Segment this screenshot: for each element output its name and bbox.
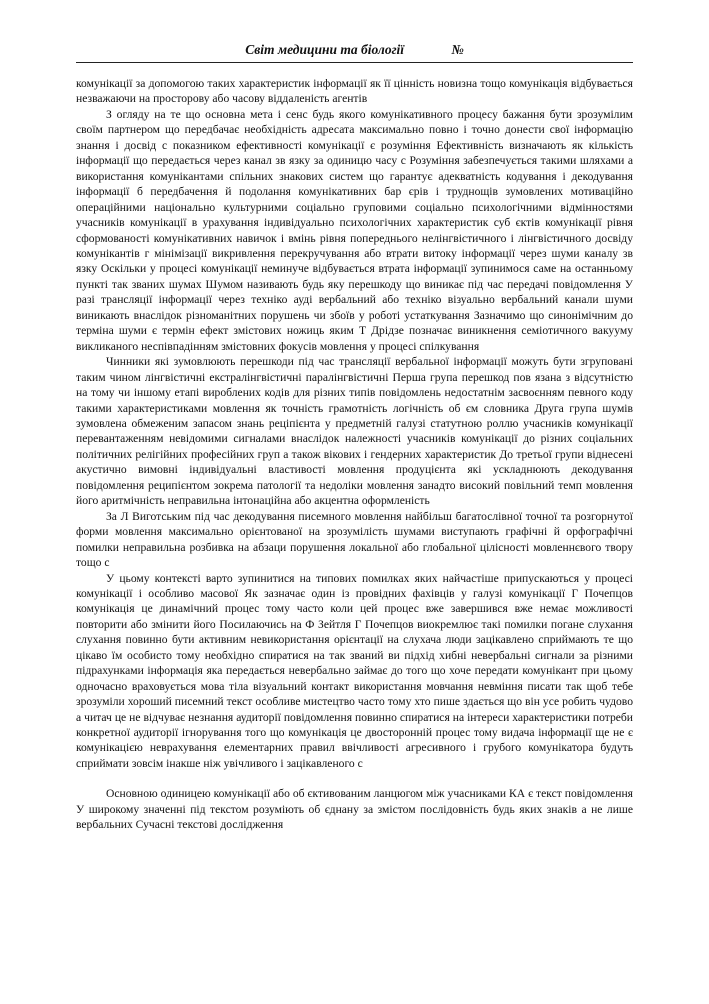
paragraph-vygotsky: За Л Виготським під час декодування писемного мовлення найбільш багатослівної точної та розгорнутої форми мовлення максимально орієнтованої на зрозумілість шумами виступають графічні й орфографічні помилки неправильна розбивка на абзаци порушення локальної або глобальної цілісності мовленнєвого твору тощо с <box>76 509 633 570</box>
paragraph-continuation: комунікації за допомогою таких характеристик інформації як її цінність новизна тощо комунікація відбувається незважаючи на просторову або часову віддаленість агентів <box>76 77 633 106</box>
paragraph-noise-factors: Чинники які зумовлюють перешкоди під час трансляції вербальної інформації можуть бути згруповані таким чином лінгвістичні екстралінгвістичні паралінгвістичні Перша група перешкод пов язана з відсутністю на тому чи іншому етапі вироблених кодів для різних типів повідомлень недостатнім засвоєнням певного коду такими характеристиками мовлення як точність грамотність логічність об єм словника Друга група шумів зумовлена обмеженим запасом знань реціпієнта у предметній галузі статутною роллю учасників комунікації перевантаженням невідомими сигналами внаслідок належності учасників комунікації до різних соціальних політичних релігійних професійних груп а також вікових і гендерних характеристик До третьої групи віднесені акустично вимовні індивідуальні властивості мовлення продуцієнта які ускладнюють декодування повідомлення реципієнтом зокрема патології та недоліки мовлення занадто високий повільний темп мовлення його аритмічність неправильна інтонаційна або акцентна оформленість <box>76 355 633 508</box>
running-header <box>76 40 633 63</box>
paragraph-text-unit: Основною одиницею комунікації або об єктивованим ланцюгом між учасниками КА є текст повідомлення У широкому значенні під текстом розуміють об єднану за змістом послідовність будь яких знаків а не лише вербальних Сучасні текстові дослідження <box>76 787 633 832</box>
article-body <box>76 76 633 833</box>
issue-number: № <box>451 42 464 57</box>
paragraph-communication-purpose: З огляду на те що основна мета і сенс будь якого комунікативного процесу бажання бути зрозумілим своїм партнером що передбачає необхідність адресата максимально повно і точно донести свої інформацію знання і досвід с показником ефективності комунікації є розуміння Ефективність визначають як кількість інформації що передається через канал зв язку за одиницю часу с Розуміння забезпечується такими шляхами а використання комунікантами спільних знакових систем що гарантує адекватність кодування і декодування інформації б передбачення й подолання комунікативних бар єрів і труднощів зумовлених мотиваційно операційними національно культурними соціально груповими соціально психологічними відмінностями учасників комунікації в урахування індивідуально психологічних характеристик суб єктів комунікації рівня сформованості комунікативних навичок і вмінь рівня попереднього нелінгвістичного і лінгвістичного досвіду комунікантів г мінімізації викривлення перекручування або втрати витоку інформації через шуми каналу зв язку Оскільки у процесі комунікації неминуче відбувається втрата інформації зупинимося саме на останньому пункті так званих шумах Шумом називають будь яку перешкоду що виникає під час передачі повідомлення У разі трансляції інформації через техніко ауді вербальний або техніко візуально вербальний канали шуми виникають внаслідок різноманітних порушень чи збоїв у роботі устаткування Зазначимо що синонімічним до терміна шуми є термін ефект змістових ножиць яким Т Дрідзе позначає виникнення семіотичного вакууму викликаного неспівпадінням змістовних фокусів мовлення у процесі спілкування <box>76 107 633 353</box>
journal-title: Світ медицини та біології <box>245 42 405 57</box>
paragraph-typical-errors: У цьому контексті варто зупинитися на типових помилках яких найчастіше припускаються у процесі комунікації і особливо масової Як зазначає один із провідних фахівців у галузі комунікації Г Почепцов комунікація це динамічний процес тому часто коли цей процес вже завершився вже немає можливості повторити або змінити його Посилаючись на Ф Зейтля Г Почепцов виокремлює такі помилки погане слухання слухання повинно бути активним невикористання орієнтації на слухача люди зацікавлено сприймають те що цікаво їм особисто тому необхідно спиратися на так званий ви підхід хибні невербальні сигнали за різними підрахунками інформація яка передається невербально займає до того що хоче передати комунікант при цьому одночасно враховується мова тіла візуальний контакт використання мовчання невміння писати так щоб тебе зрозуміли хороший писемний текст особливе мистецтво часто тому хто пише здається що він усе робить чудово а читач це не відчуває незнання аудиторії повідомлення повинно спиратися на інтереси характеристики потреби конкретної аудиторії ігнорування того що комунікація це двосторонній процес тому видача інформації ще не є комунікацією неврахування елементарних правил ввічливості агресивного і грубого комунікатора будуть сприймати зовсім інакше ніж увічливого і зацікавленого с <box>76 571 633 770</box>
